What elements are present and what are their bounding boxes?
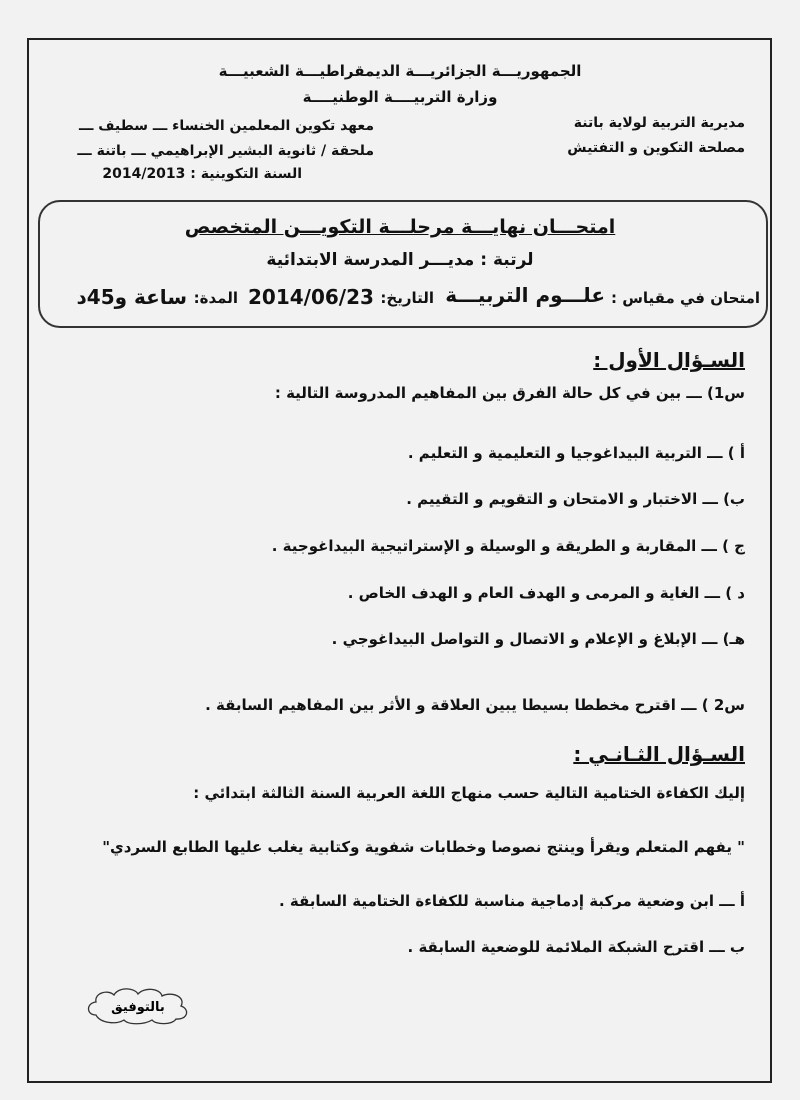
exam-grade: لرتبة : مديـــر المدرسة الابتدائية — [266, 250, 534, 270]
q1-prompt: س1) ـــ بين في كل حالة الفرق بين المفاهيم المدروسة التالية : — [274, 384, 745, 402]
q1-item-c: ج ) ـــ المقاربة و الطريقة و الوسيلة و الإستراتيجية البيداغوجية . — [271, 537, 745, 555]
ministry-title: وزارة التربيــــة الوطنيــــة — [302, 88, 498, 106]
good-luck-cloud — [82, 985, 194, 1025]
q1-item-e: هـ) ـــ الإبلاغ و الإعلام و الاتصال و التواصل البيداغوجي . — [331, 630, 745, 648]
duration-label: المدة: — [193, 289, 238, 307]
q1-title: السـؤال الأول : — [593, 348, 745, 372]
subject-label: امتحان في مقياس : — [611, 289, 760, 307]
q2-item-b: ب ـــ اقترح الشبكة الملائمة للوضعية السابقة . — [407, 938, 745, 956]
page-frame — [27, 38, 772, 1083]
q1-sub-question-2: س2 ) ـــ اقترح مخططا بسيطا يبين العلاقة و الأثر بين المفاهيم السابقة . — [205, 696, 745, 714]
duration-value: ساعة و45د — [76, 285, 187, 309]
q1-item-a: أ ) ـــ التربية البيداغوجيا و التعليمية و التعليم . — [407, 444, 745, 462]
institute-label: معهد تكوين المعلمين الخنساء ـــ سطيف ـــ — [79, 118, 374, 134]
signature-text: بالتوفيق — [111, 1000, 165, 1015]
directorate-label: مديرية التربية لولاية باتنة — [573, 115, 745, 131]
exam-title: امتحـــان نهايـــة مرحلـــة التكويـــن المتخصص — [184, 216, 616, 238]
service-label: مصلحة التكوين و التفتيش — [567, 140, 745, 156]
republic-title: الجمهوريـــة الجزائريـــة الديمقراطيـــة الشعبيـــة — [218, 62, 582, 80]
training-year: السنة التكوينية : 2014/2013 — [102, 166, 302, 182]
q2-item-a: أ ـــ ابن وضعية مركبة إدماجية مناسبة للكفاءة الختامية السابقة . — [278, 892, 745, 910]
subject-value: علـــوم التربيـــة — [445, 283, 605, 307]
date-value: 2014/06/23 — [248, 285, 374, 309]
q2-intro: إليك الكفاءة الختامية التالية حسب منهاج اللغة العربية السنة الثالثة ابتدائي : — [193, 784, 745, 802]
q2-title: السـؤال الثـانـي : — [573, 742, 745, 766]
q1-item-b: ب) ـــ الاختبار و الامتحان و التقويم و التقييم . — [406, 490, 745, 508]
q1-item-d: د ) ـــ الغاية و المرمى و الهدف العام و الهدف الخاص . — [347, 584, 745, 602]
annex-label: ملحقة / ثانوية البشير الإبراهيمي ـــ باتنة ـــ — [77, 143, 374, 159]
q2-quote: " يفهم المتعلم ويقرأ وينتج نصوصا وخطابات شفوية وكتابية يغلب عليها الطابع السردي" — [102, 838, 745, 856]
date-label: التاريخ: — [380, 289, 434, 307]
